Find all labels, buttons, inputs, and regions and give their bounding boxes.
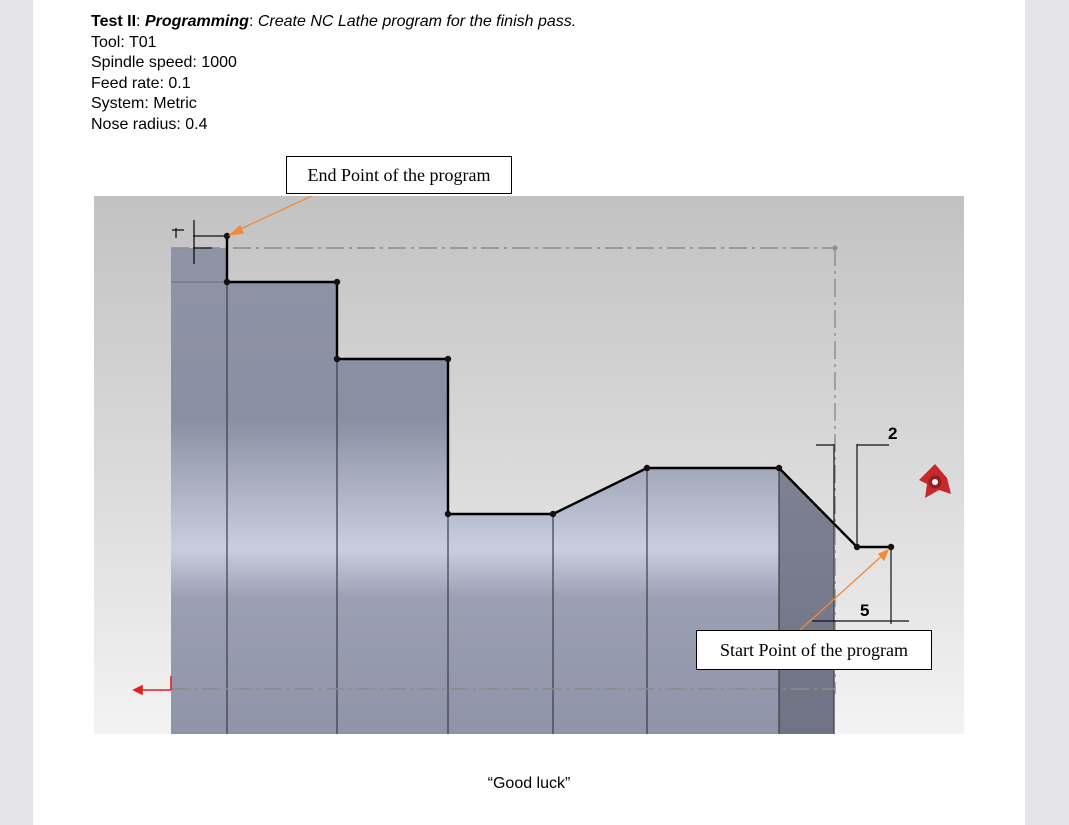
test-label: Test II — [91, 13, 137, 30]
heading-separator: : — [248, 13, 258, 30]
param-nose-radius: Nose radius: 0.4 — [91, 115, 208, 133]
end-point-callout: End Point of the program — [286, 156, 512, 194]
closing-note: “Good luck” — [487, 775, 571, 792]
chamfer-dimension-label: 2 — [888, 424, 898, 443]
document-page — [33, 0, 1025, 825]
param-tool: Tool: T01 — [91, 33, 157, 51]
task-heading — [91, 12, 576, 33]
param-system: System: Metric — [91, 95, 197, 112]
start-point-callout: Start Point of the program — [696, 630, 932, 670]
param-spindle-speed: Spindle speed: 1000 — [91, 54, 237, 71]
start-offset-label: 5 — [860, 601, 870, 620]
task-text — [91, 12, 576, 135]
heading-separator: : — [136, 13, 145, 30]
task-description: Create NC Lathe program for the finish pass. — [257, 13, 577, 30]
section-label: Programming — [144, 13, 249, 30]
reference-corner — [833, 246, 838, 251]
param-feed-rate: Feed rate: 0.1 — [91, 74, 191, 92]
